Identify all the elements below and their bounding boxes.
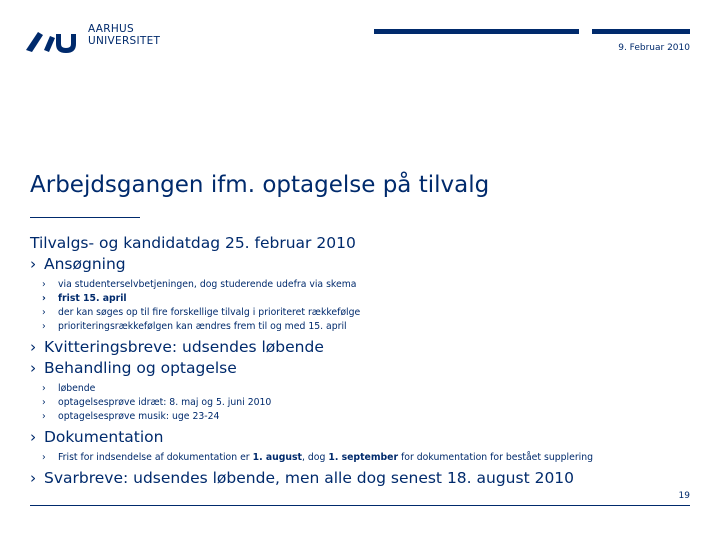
dok-date-august: 1. august	[252, 452, 302, 463]
dokumentation-item	[30, 451, 700, 465]
dok-text-c: , dog	[301, 452, 329, 463]
university-logo-icon	[24, 26, 78, 56]
ansogning-item: › via studenterselvbetjeningen, dog studerende udefra via skema	[30, 278, 700, 292]
university-name	[88, 23, 160, 47]
page-number: 19	[678, 491, 690, 501]
dokumentation-sublist	[30, 451, 700, 465]
slide-title: Arbejdsgangen ifm. optagelse på tilvalg	[30, 172, 490, 198]
slide-date: 9. Februar 2010	[618, 43, 690, 53]
bullet-behandling: › Behandling og optagelse	[30, 358, 700, 379]
intro-line: Tilvalgs- og kandidatdag 25. februar 2010	[30, 234, 356, 252]
ansogning-item: › prioriteringsrækkefølgen kan ændres frem til og med 15. april	[30, 320, 700, 334]
behandling-sublist	[30, 382, 700, 424]
logo-line-1: AARHUS	[88, 23, 134, 35]
bullet-dokumentation: › Dokumentation	[30, 427, 700, 448]
header-bar-right	[592, 29, 690, 34]
ansogning-item: › frist 15. april	[30, 292, 700, 306]
bullet-ansogning: › Ansøgning	[30, 254, 700, 275]
header-bar-left	[374, 29, 579, 34]
bullet-svarbreve: › Svarbreve: udsendes løbende, men alle dog senest 18. august 2010	[30, 468, 700, 489]
logo-line-2: UNIVERSITET	[88, 35, 161, 47]
dok-text-a: Frist for indsendelse af dokumentation er	[58, 452, 253, 463]
behandling-item: › optagelsesprøve idræt: 8. maj og 5. juni 2010	[30, 396, 700, 410]
ansogning-item: › der kan søges op til fire forskellige tilvalg i prioriteret rækkefølge	[30, 306, 700, 320]
title-underline	[30, 217, 140, 218]
dok-text-e: for dokumentation for bestået supplering	[398, 452, 594, 463]
footer-rule	[30, 505, 690, 506]
slide-content	[30, 233, 700, 489]
bullet-kvittering: › Kvitteringsbreve: udsendes løbende	[30, 337, 700, 358]
ansogning-sublist	[30, 278, 700, 334]
behandling-item: › optagelsesprøve musik: uge 23-24	[30, 410, 700, 424]
dok-date-september: 1. september	[328, 452, 399, 463]
behandling-item: › løbende	[30, 382, 700, 396]
